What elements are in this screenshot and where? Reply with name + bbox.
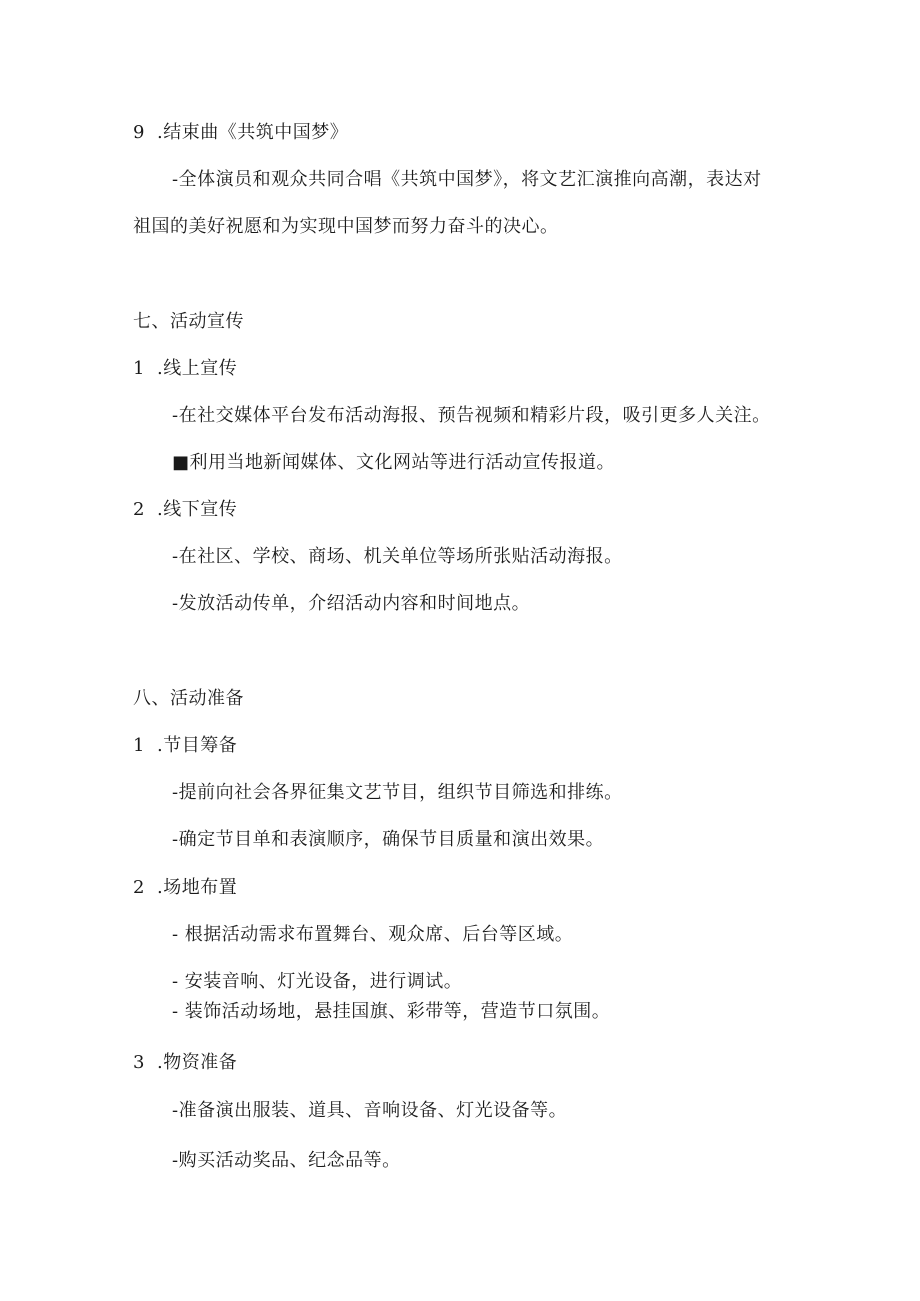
- section-heading: 七、活动宣传: [133, 311, 244, 332]
- list-item: -提前向社会各界征集文艺节目，组织节目筛选和排练。: [172, 782, 623, 803]
- item-number: 3: [133, 1052, 145, 1073]
- list-item: - 装饰活动场地，悬挂国旗、彩带等，营造节口氛围。: [172, 1001, 611, 1022]
- item-title: .节目筹备: [157, 735, 238, 756]
- item-title: .线下宣传: [157, 499, 238, 520]
- paragraph-line: 祖国的美好祝愿和为实现中国梦而努力奋斗的决心。: [133, 216, 559, 237]
- list-item: -确定节目单和表演顺序，确保节目质量和演出效果。: [172, 829, 605, 850]
- list-item: -在社交媒体平台发布活动海报、预告视频和精彩片段，吸引更多人关注。: [172, 405, 771, 426]
- item-number: 1: [133, 735, 145, 756]
- list-item: ■利用当地新闻媒体、文化网站等进行活动宣传报道。: [172, 452, 616, 473]
- list-item: -购买活动奖品、纪念品等。: [172, 1150, 401, 1171]
- list-item: -在社区、学校、商场、机关单位等场所张贴活动海报。: [172, 546, 623, 567]
- item-number: 2: [133, 499, 145, 520]
- item-title: .场地布置: [157, 877, 238, 898]
- item-title: .结束曲《共筑中国梦》: [157, 122, 349, 143]
- item-title: .物资准备: [157, 1052, 238, 1073]
- list-item: - 根据活动需求布置舞台、观众席、后台等区域。: [172, 924, 574, 945]
- paragraph-line: -全体演员和观众共同合唱《共筑中国梦》，将文艺汇演推向高潮，表达对: [172, 169, 762, 190]
- subsection-heading: [133, 498, 237, 522]
- subsection-heading: [133, 876, 237, 900]
- list-item: -准备演出服装、道具、音响设备、灯光设备等。: [172, 1100, 568, 1121]
- subsection-heading: [133, 357, 237, 381]
- section-heading: 八、活动准备: [133, 688, 244, 709]
- item-number: 2: [133, 877, 145, 898]
- item-number: 9: [133, 122, 145, 143]
- subsection-heading: [133, 734, 237, 758]
- item-9-heading: [133, 121, 348, 145]
- list-item: -发放活动传单，介绍活动内容和时间地点。: [172, 593, 531, 614]
- item-number: 1: [133, 358, 145, 379]
- list-item: - 安装音响、灯光设备，进行调试。: [172, 971, 463, 992]
- item-title: .线上宣传: [157, 358, 238, 379]
- subsection-heading: [133, 1051, 237, 1075]
